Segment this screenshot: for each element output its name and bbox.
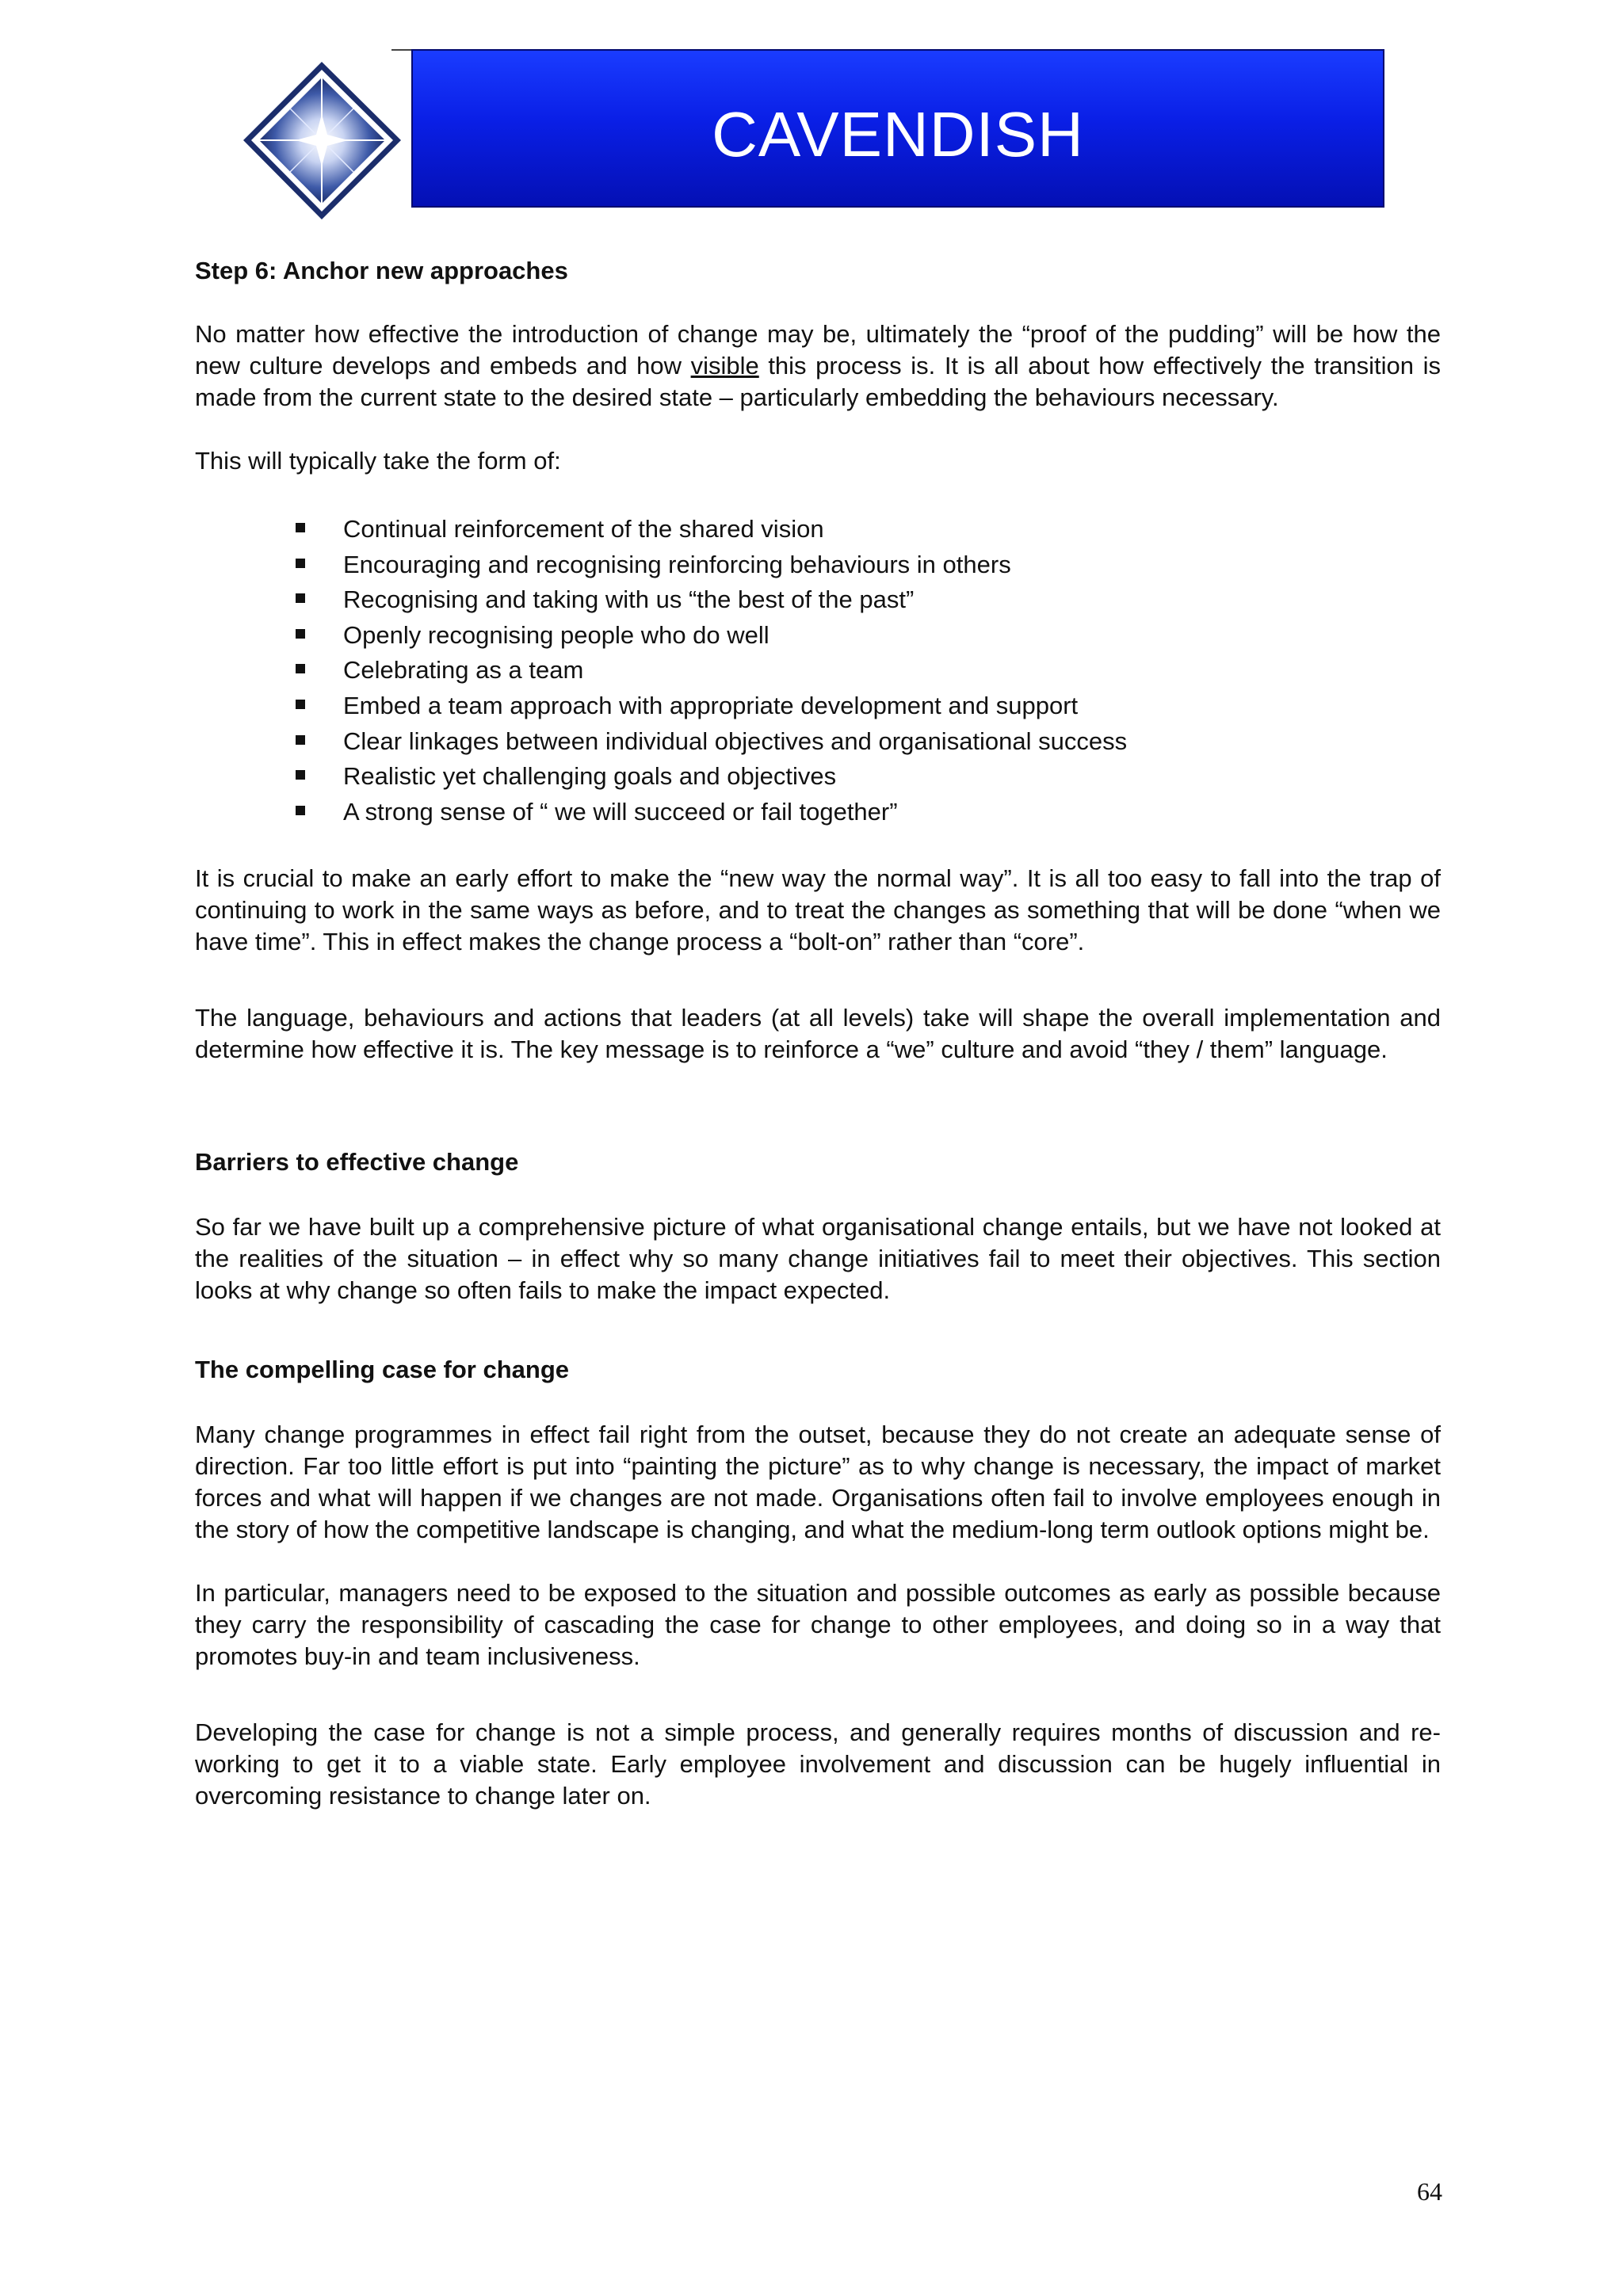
bullet-square-icon [296,593,305,603]
bullet-square-icon [296,664,305,673]
bullet-square-icon [296,523,305,532]
bullet-square-icon [296,806,305,815]
list-item [296,547,1429,583]
barriers-paragraph-1: So far we have built up a comprehensive picture of what organisational change entails, but we have not looked at the realities of the situation – in effect why so many change initiatives fail to meet their objectives. This section looks at why change so often fails to make the impact expected. [195,1213,1441,1305]
barriers-heading: Barriers to effective change [195,1148,519,1177]
step6-heading: Step 6: Anchor new approaches [195,257,568,284]
visible-underlined: visible [690,352,759,379]
step6-paragraph-2: This will typically take the form of: [195,447,561,475]
step6-paragraph-3: It is crucial to make an early effort to make the “new way the normal way”. It is all too easy to fall into the trap of continuing to work in the same ways as before, and to treat the changes as something that will be done “when we have time”. This in effect makes the change process a “bolt-on” rather than “core”. [195,864,1441,956]
compelling-heading: The compelling case for change [195,1356,570,1384]
bullet-square-icon [296,629,305,639]
list-item-text: A strong sense of “ we will succeed or fail together” [343,797,898,826]
list-item [296,724,1429,760]
list-item-text: Embed a team approach with appropriate development and support [343,691,1079,719]
list-item-text: Clear linkages between individual objectives and organisational success [343,727,1128,755]
bullet-square-icon [296,559,305,568]
anchor-bullet-list [296,512,1429,830]
compelling-paragraph-2: In particular, managers need to be exposed to the situation and possible outcomes as early as possible because they carry the responsibility of cascading the case for change to other employees, and doing so in a way that promotes buy-in and team inclusiveness. [195,1579,1441,1671]
step6-paragraph-1 [195,318,1441,414]
list-item-text: Celebrating as a team [343,656,584,685]
list-item-text: Continual reinforcement of the shared vision [343,515,824,543]
diamond-star-logo-icon [240,59,404,223]
compelling-paragraph-3: Developing the case for change is not a simple process, and generally requires months of discussion and re-working to get it to a viable state. Early employee involvement and discussion can be hugely influential in overcoming resistance to change later on. [195,1718,1441,1810]
bullet-square-icon [296,700,305,709]
list-item [296,653,1429,688]
step6-p1-part-a: No matter how effective the introduction of change may be, ultimately the “proof of the pudding” will be how the new culture develops and embeds and how [195,320,1441,379]
step6-paragraph-4: The language, behaviours and actions that leaders (at all levels) take will shape the overall implementation and determine how effective it is. The key message is to reinforce a “we” culture and avoid “they / them” language. [195,1004,1441,1064]
list-item-text: Recognising and taking with us “the best of the past” [343,585,915,614]
document-body [195,255,1441,1812]
list-item-text: Realistic yet challenging goals and objectives [343,762,837,791]
list-item-text: Openly recognising people who do well [343,620,769,649]
list-item-text: Encouraging and recognising reinforcing behaviours in others [343,550,1011,578]
page-number: 64 [1417,2177,1442,2206]
list-item [296,512,1429,547]
banner-rule [391,49,414,51]
list-item [296,795,1429,830]
bullet-square-icon [296,735,305,745]
list-item [296,688,1429,724]
compelling-paragraph-1: Many change programmes in effect fail right from the outset, because they do not create an adequate sense of direction. Far too little effort is put into “painting the picture” as to why change is necessary, the impact of market forces and what will happen if we changes are not made. Organisations often fail to involve employees enough in the story of how the competitive landscape is changing, and what the medium-long term outlook options might be. [195,1421,1441,1544]
brand-title: CAVENDISH [712,99,1084,170]
step6-p1-part-b: this process is. It is all about how effectively the transition is made from the current state to the desired state – particularly embedding the behaviours necessary. [195,352,1441,411]
list-item [296,759,1429,795]
bullet-square-icon [296,770,305,780]
list-item [296,582,1429,618]
list-item [296,618,1429,654]
brand-banner [411,49,1384,208]
